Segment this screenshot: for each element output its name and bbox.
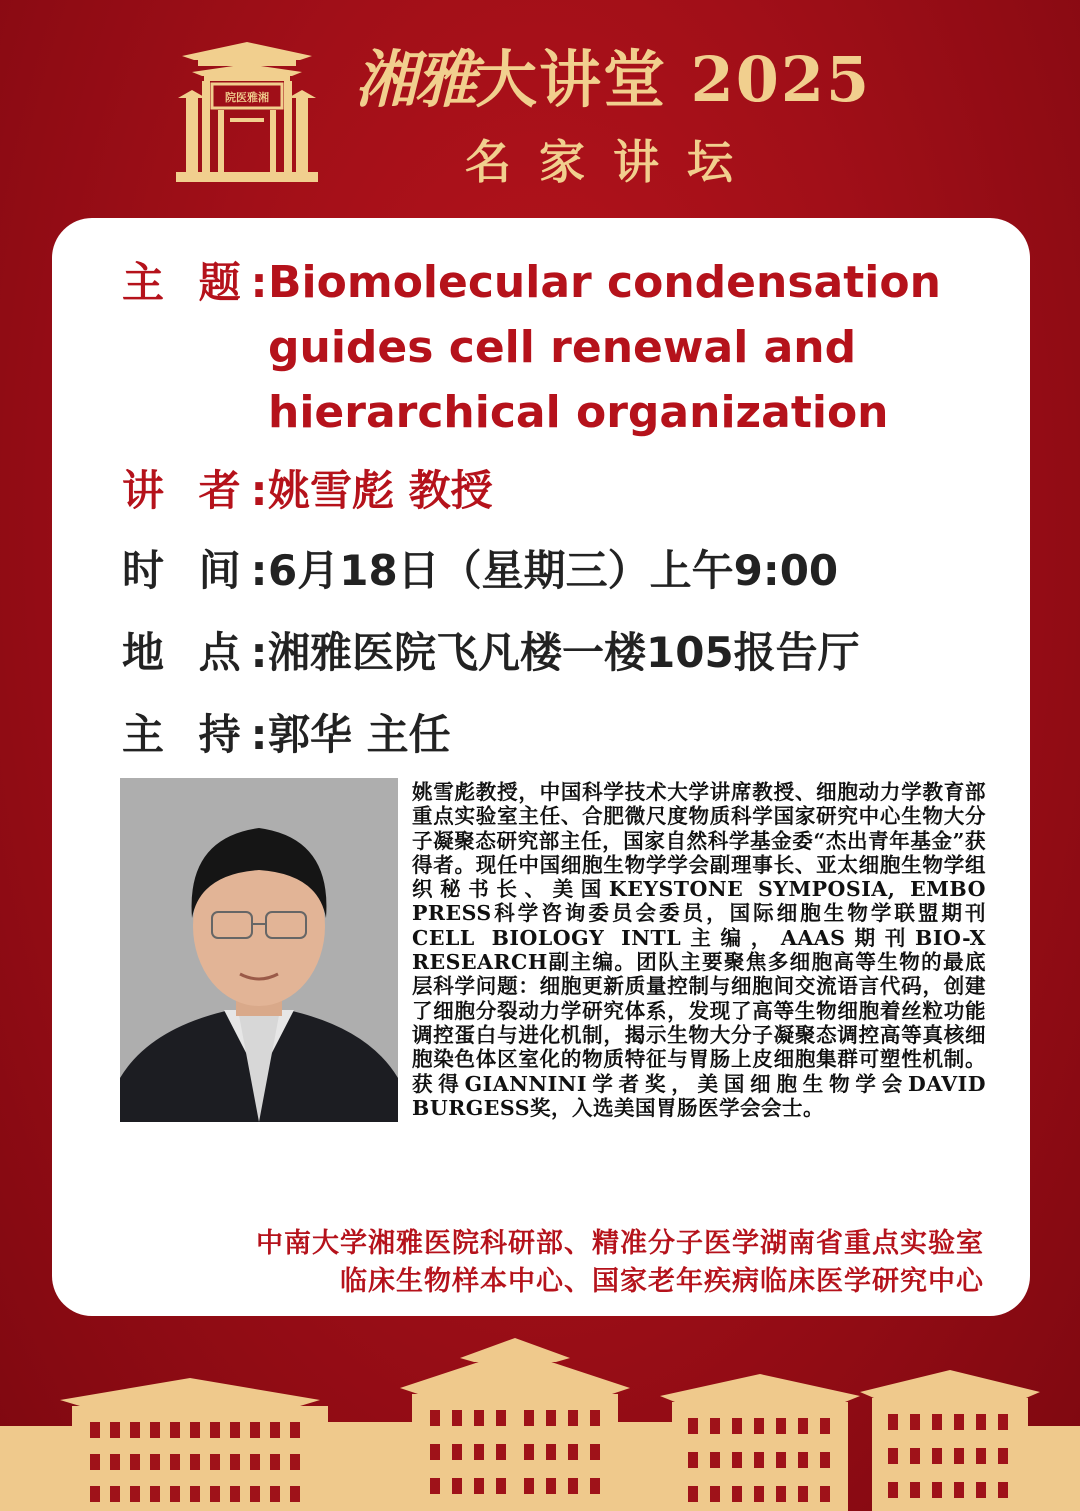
speaker-value: 姚雪彪 教授 bbox=[268, 466, 493, 515]
speaker-portrait-icon bbox=[120, 778, 398, 1122]
time-row bbox=[122, 538, 839, 598]
speaker-label: 讲 者: bbox=[122, 466, 278, 515]
gate-logo-icon bbox=[172, 38, 322, 188]
organizer-line-1: 中南大学湘雅医院科研部、精准分子医学湖南省重点实验室 bbox=[256, 1228, 984, 1259]
host-value: 郭华 主任 bbox=[268, 710, 451, 759]
host-row bbox=[122, 702, 451, 762]
organizer-line-2: 临床生物样本中心、国家老年疾病临床医学研究中心 bbox=[340, 1266, 984, 1297]
hospital-buildings-icon bbox=[0, 1330, 1080, 1511]
place-row bbox=[122, 620, 860, 680]
host-label: 主 持: bbox=[122, 710, 278, 759]
time-label: 时 间: bbox=[122, 546, 278, 595]
gate-plaque-text: 院医雅湘 bbox=[225, 91, 269, 104]
event-subtitle: 名家讲坛 bbox=[465, 135, 761, 189]
topic-value: Biomolecular condensation guides cell renewal and hierarchical organization bbox=[268, 257, 941, 438]
topic-row bbox=[122, 250, 277, 310]
event-title bbox=[355, 40, 871, 120]
speaker-bio: 姚雪彪教授，中国科学技术大学讲席教授、细胞动力学教育部重点实验室主任、合肥微尺度物质科学国家研究中心生物大分子凝聚态研究部主任，国家自然科学基金委“杰出青年基金”获得者。现任中国细胞生物学学会副理事长、亚太细胞生物学组织秘书长、美国KEYSTONE SYMPOSIA, EMBO PRESS科学咨询委员会委员，国际细胞生物学联盟期刊CELL BIOLOGY INTL主编，AAAS期刊BIO-X RESEARCH副主编。团队主要聚焦多细胞高等生物的最底层科学问题：细胞更新质量控制与细胞间交流语言代码，创建了细胞分裂动力学研究体系，发现了高等生物细胞着丝粒功能调控蛋白与进化机制，揭示生物大分子凝聚态调控高等真核细胞染色体区室化的物质特征与胃肠上皮细胞集群可塑性机制。获得GIANNINI学者奖，美国细胞生物学会DAVID BURGESS奖，入选美国胃肠医学会会士。 bbox=[412, 780, 986, 1120]
place-value: 湘雅医院飞凡楼一楼105报告厅 bbox=[268, 628, 860, 677]
speaker-row bbox=[122, 458, 493, 518]
time-value: 6月18日（星期三）上午9:00 bbox=[268, 546, 839, 595]
topic-label: 主 题: bbox=[122, 258, 278, 307]
title-rest: 大讲堂 2025 bbox=[475, 43, 872, 116]
title-brush: 湘雅 bbox=[355, 43, 476, 116]
speaker-photo bbox=[120, 778, 398, 1122]
place-label: 地 点: bbox=[122, 628, 278, 677]
info-card bbox=[52, 218, 1030, 1316]
